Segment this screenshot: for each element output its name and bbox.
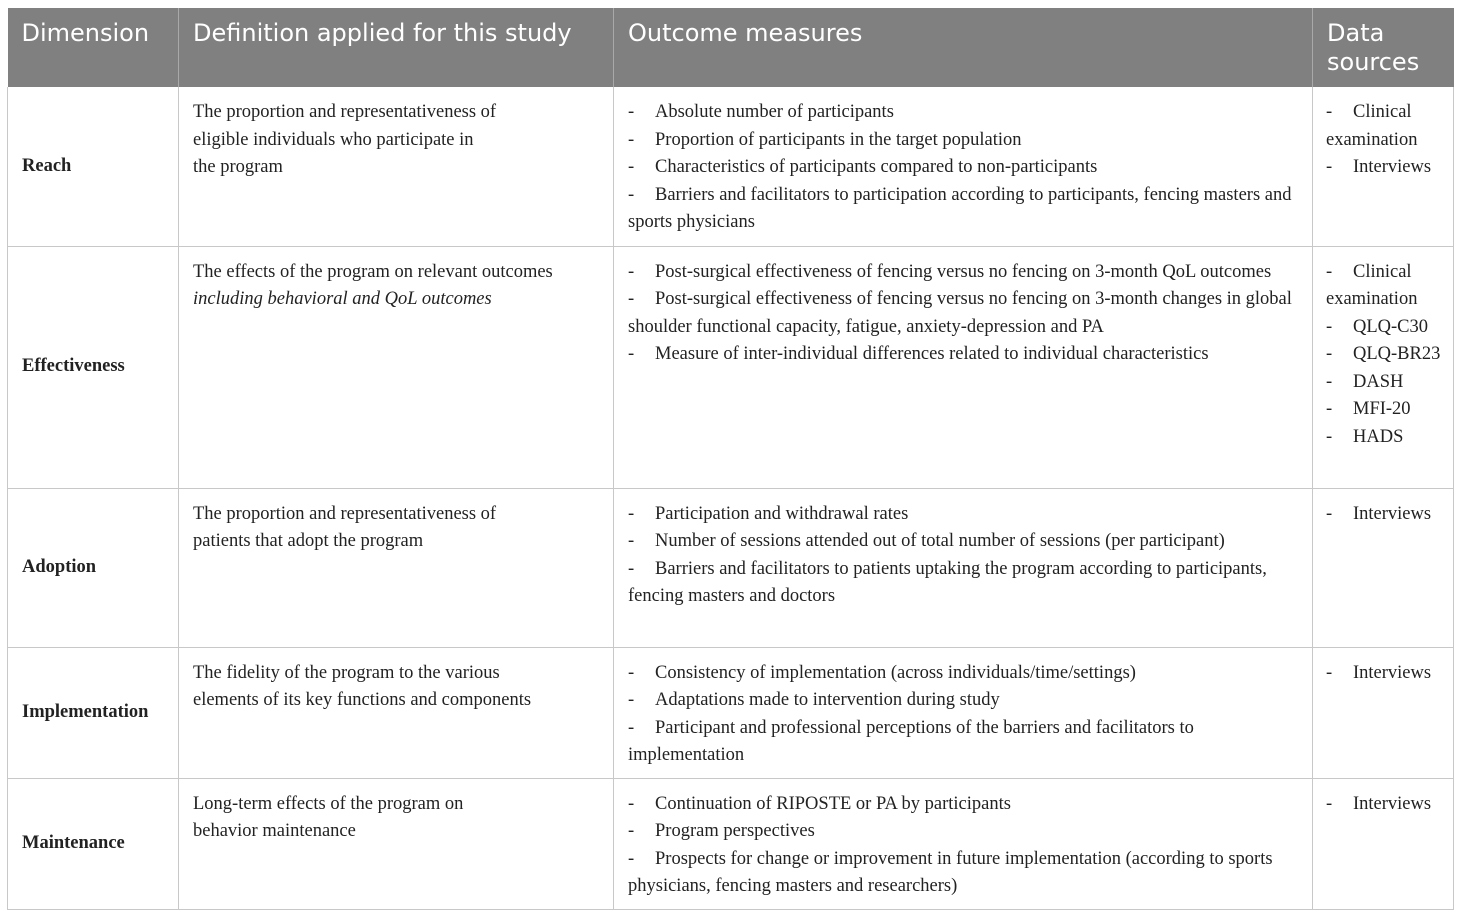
outcome-item: - Post-surgical effectiveness of fencing versus no fencing on 3-month QoL outcomes <box>628 261 1272 282</box>
source-item: - Interviews <box>1326 662 1432 683</box>
definition-line: The proportion and representativeness of <box>193 102 497 122</box>
header-dimension: Dimension <box>8 8 179 87</box>
source-item: - Interviews <box>1326 503 1432 524</box>
source-item: - Clinical examination <box>1326 261 1418 309</box>
outcomes-cell <box>614 488 1313 647</box>
outcome-item: - Participation and withdrawal rates <box>628 503 909 524</box>
header-definition: Definition applied for this study <box>179 8 614 87</box>
definition-cell <box>179 647 614 778</box>
outcome-item: - Measure of inter-individual differences related to individual characteristics <box>628 344 1209 364</box>
definition-line: the program <box>193 157 283 177</box>
definition-cell <box>179 488 614 647</box>
table-row-implementation <box>8 647 1454 778</box>
table-row-reach <box>8 87 1454 246</box>
table-row-maintenance <box>8 778 1454 909</box>
source-item: - Interviews <box>1326 793 1432 814</box>
sources-cell <box>1313 647 1454 778</box>
source-item: - QLQ-C30 <box>1326 316 1429 337</box>
sources-cell <box>1313 246 1454 488</box>
definition-line: Long-term effects of the program on <box>193 793 464 814</box>
outcome-item: - Participant and professional perceptions of the barriers and facilitators to implementation <box>628 717 1194 765</box>
definition-line: elements of its key functions and components <box>193 690 532 710</box>
header-data-sources: Data sources <box>1313 8 1454 87</box>
dimension-cell: Effectiveness <box>8 246 179 488</box>
outcome-item: - Adaptations made to intervention during study <box>628 690 1000 710</box>
source-item: - Interviews <box>1326 157 1432 177</box>
outcome-item: - Barriers and facilitators to patients uptaking the program according to participants, fencing masters and doctors <box>628 558 1267 606</box>
outcome-item: - Characteristics of participants compared to non-participants <box>628 157 1098 177</box>
definition-line: The effects of the program on relevant outcomes <box>193 261 553 282</box>
outcome-item: - Post-surgical effectiveness of fencing versus no fencing on 3-month changes in global shoulder functional capacity, fatigue, anxiety-depression and PA <box>628 289 1292 337</box>
outcomes-cell <box>614 87 1313 246</box>
definition-line: The proportion and representativeness of <box>193 503 497 524</box>
outcome-item: - Proportion of participants in the target population <box>628 129 1022 150</box>
outcome-item: - Consistency of implementation (across individuals/time/settings) <box>628 662 1136 683</box>
table-row-effectiveness <box>8 246 1454 488</box>
sources-cell <box>1313 778 1454 909</box>
dimension-cell: Adoption <box>8 488 179 647</box>
dimension-cell: Reach <box>8 87 179 246</box>
sources-cell <box>1313 87 1454 246</box>
outcome-item: - Continuation of RIPOSTE or PA by participants <box>628 793 1011 814</box>
sources-cell <box>1313 488 1454 647</box>
source-item: - QLQ-BR23 <box>1326 344 1441 364</box>
outcome-item: - Number of sessions attended out of total number of sessions (per participant) <box>628 531 1225 551</box>
definition-cell <box>179 246 614 488</box>
dimension-cell: Implementation <box>8 647 179 778</box>
header-outcome-measures: Outcome measures <box>614 8 1313 87</box>
source-item: - DASH <box>1326 371 1404 392</box>
definition-italic-line: including behavioral and QoL outcomes <box>193 289 492 309</box>
outcome-item: - Prospects for change or improvement in future implementation (according to sports physicians, fencing masters and researchers) <box>628 848 1273 896</box>
definition-cell <box>179 778 614 909</box>
definition-cell <box>179 87 614 246</box>
definition-line: The fidelity of the program to the various <box>193 662 500 683</box>
header-row <box>8 8 1454 87</box>
definition-line: eligible individuals who participate in <box>193 129 474 150</box>
table-header <box>8 8 1454 87</box>
outcomes-cell <box>614 647 1313 778</box>
dimension-cell: Maintenance <box>8 778 179 909</box>
definition-line: patients that adopt the program <box>193 531 424 551</box>
table-body <box>8 87 1454 909</box>
outcomes-cell <box>614 246 1313 488</box>
outcome-item: - Absolute number of participants <box>628 102 894 122</box>
definition-line: behavior maintenance <box>193 821 356 841</box>
outcomes-cell <box>614 778 1313 909</box>
table-row-adoption <box>8 488 1454 647</box>
re-aim-table <box>7 8 1454 910</box>
outcome-item: - Barriers and facilitators to participation according to participants, fencing masters and sports physicians <box>628 184 1292 232</box>
source-item: - MFI-20 <box>1326 399 1411 419</box>
outcome-item: - Program perspectives <box>628 821 815 841</box>
source-item: - HADS <box>1326 426 1404 447</box>
source-item: - Clinical examination <box>1326 102 1418 150</box>
